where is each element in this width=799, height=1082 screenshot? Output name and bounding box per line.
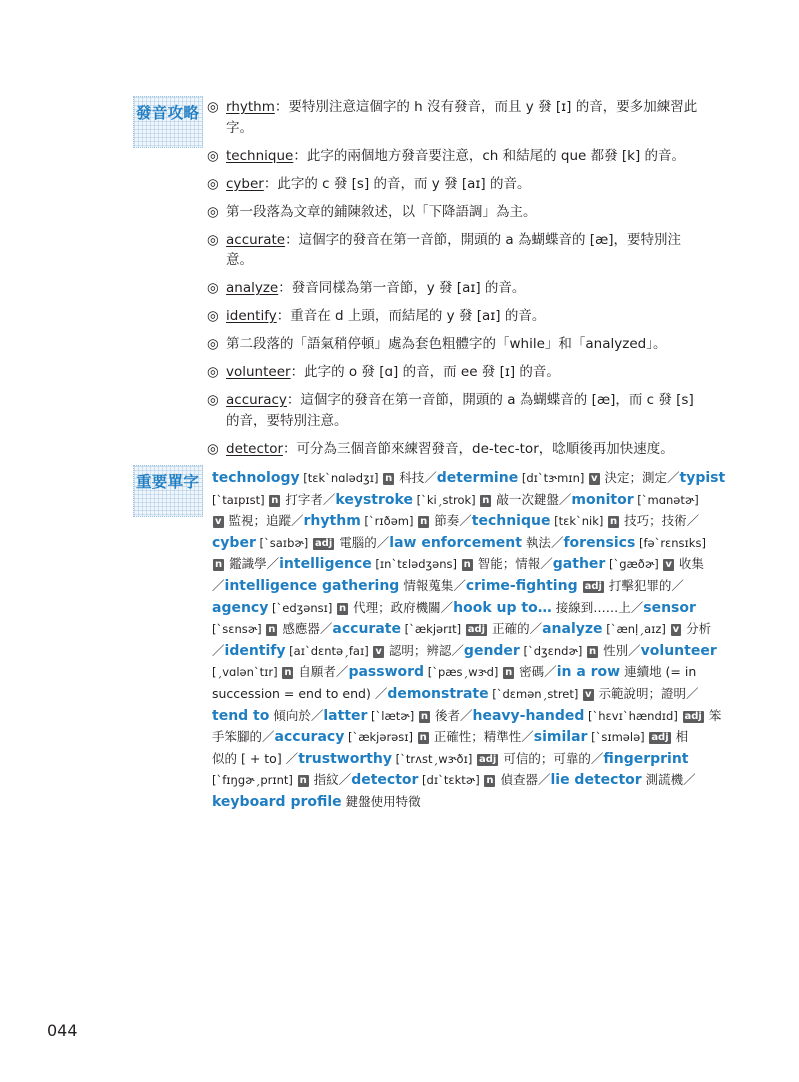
pronunciation-note: ：這個字的發音在第一音節，開頭的 a 為蝴蝶音的 [æ]，要特別注意。 bbox=[226, 231, 682, 268]
vocab-meaning: 正確的 bbox=[488, 621, 530, 637]
pronunciation-note: ：此字的 o 發 [ɑ] 的音，而 ee 發 [ɪ] 的音。 bbox=[290, 364, 560, 380]
vocab-word: crime-fighting bbox=[465, 577, 578, 594]
part-of-speech-tag: adj bbox=[684, 710, 702, 722]
vocab-word: forensics bbox=[563, 534, 636, 551]
vocab-word: rhythm bbox=[303, 513, 361, 530]
pronunciation-term: technique bbox=[226, 147, 294, 164]
vocab-line bbox=[212, 660, 704, 682]
part-of-speech-tag: n bbox=[420, 710, 428, 722]
bullet-circle-icon: ◎ bbox=[207, 231, 219, 248]
vocab-phonetic: [`ækjərəsɪ] bbox=[344, 730, 417, 745]
vocab-word: determine bbox=[436, 470, 519, 486]
vocab-word: volunteer bbox=[640, 642, 717, 659]
vocab-phonetic: [aɪ`dɛntəˏfaɪ] bbox=[285, 643, 373, 658]
vocab-phonetic: [`ænḷˏaɪz] bbox=[602, 622, 670, 637]
vocab-phonetic: [`sɛnsɚ] bbox=[212, 622, 266, 637]
vocab-separator: ／ bbox=[540, 556, 553, 572]
vocab-word: technology bbox=[212, 470, 300, 486]
vocab-separator: ／ bbox=[521, 729, 534, 745]
pronunciation-section-badge bbox=[133, 96, 203, 148]
vocab-phonetic: [`dʒɛndɚ] bbox=[519, 643, 587, 658]
vocabulary-section-badge bbox=[133, 465, 203, 517]
vocab-separator: ／ bbox=[310, 707, 324, 723]
vocab-meaning: 傾向於 bbox=[269, 707, 311, 723]
vocab-separator: ／ bbox=[537, 772, 551, 788]
vocab-meaning: 分析 bbox=[682, 621, 712, 637]
pronunciation-note: 第二段落的「語氣稍停頓」處為套色粗體字的「while」和「analyzed」。 bbox=[226, 336, 667, 352]
part-of-speech-tag: n bbox=[419, 732, 427, 744]
vocab-word: password bbox=[348, 664, 425, 681]
vocab-word: intelligence bbox=[279, 556, 372, 573]
pronunciation-item bbox=[207, 362, 707, 383]
vocab-meaning: 指紋 bbox=[309, 772, 339, 788]
vocab-word: heavy-handed bbox=[472, 707, 585, 724]
pronunciation-term: volunteer bbox=[226, 364, 291, 380]
pronunciation-item bbox=[207, 146, 707, 167]
vocab-phonetic: [`sɪmələ] bbox=[587, 730, 649, 745]
vocab-word: accurate bbox=[332, 621, 401, 638]
vocab-word: in a row bbox=[556, 664, 621, 681]
vocab-separator: ／ bbox=[440, 599, 454, 615]
vocab-phonetic: [ˏvɑlən`tɪr] bbox=[212, 665, 282, 680]
pronunciation-item bbox=[207, 390, 707, 431]
vocab-meaning: 笨 bbox=[704, 707, 722, 723]
part-of-speech-tag: v bbox=[585, 688, 592, 700]
vocab-word: typist bbox=[679, 470, 726, 486]
part-of-speech-tag: n bbox=[385, 473, 393, 484]
vocabulary-block bbox=[212, 466, 726, 812]
vocab-separator: ／ bbox=[590, 750, 604, 766]
vocab-separator: ／ bbox=[291, 513, 304, 529]
part-of-speech-tag: n bbox=[271, 494, 279, 506]
vocab-word: gather bbox=[552, 556, 606, 573]
pronunciation-item bbox=[207, 230, 707, 271]
vocab-meaning: 智能；情報 bbox=[473, 556, 541, 572]
vocab-word: identify bbox=[224, 642, 286, 659]
vocab-word: keyboard profile bbox=[212, 793, 342, 810]
pronunciation-item bbox=[207, 174, 707, 195]
vocab-phonetic: [`trʌstˏwɝðɪ] bbox=[392, 751, 476, 766]
vocab-meaning: 執法 bbox=[521, 534, 551, 550]
part-of-speech-tag: n bbox=[420, 516, 428, 528]
vocab-word: accuracy bbox=[274, 729, 345, 746]
pronunciation-note: 第一段落為文章的鋪陳敘述，以「下降語調」為主。 bbox=[226, 203, 537, 220]
bullet-circle-icon: ◎ bbox=[207, 440, 219, 457]
vocab-line bbox=[212, 574, 704, 596]
vocab-meaning: 打擊犯罪的 bbox=[604, 577, 672, 593]
vocab-meaning: 節奏 bbox=[430, 513, 460, 529]
pronunciation-item bbox=[207, 306, 707, 327]
part-of-speech-tag: n bbox=[610, 516, 618, 528]
pronunciation-item bbox=[207, 439, 707, 460]
vocab-separator: ／ bbox=[322, 491, 336, 507]
vocab-separator: ／ bbox=[459, 513, 472, 529]
vocab-separator: ／ bbox=[374, 685, 388, 701]
vocab-phonetic: [`rɪðəm] bbox=[360, 514, 418, 529]
vocab-separator: ／ bbox=[376, 534, 390, 550]
vocab-meaning: 技巧；技術 bbox=[620, 513, 687, 529]
pronunciation-term: identify bbox=[226, 308, 277, 324]
vocab-separator: ／ bbox=[453, 577, 466, 593]
vocab-meaning: 敲一次鍵盤 bbox=[492, 491, 559, 507]
pronunciation-item bbox=[207, 278, 707, 299]
vocab-meaning: succession = end to end) bbox=[212, 685, 375, 701]
vocab-meaning: 似的 [ + to] bbox=[212, 750, 286, 766]
vocab-phonetic: [`pæsˏwɝd] bbox=[424, 665, 503, 680]
vocab-separator: ／ bbox=[335, 664, 349, 680]
pronunciation-note: ：重音在 d 上頭，而結尾的 y 發 [aɪ] 的音。 bbox=[276, 308, 546, 324]
vocab-meaning: 示範說明；證明 bbox=[594, 685, 687, 701]
vocab-meaning: 測謊機 bbox=[641, 772, 684, 788]
vocab-separator: ／ bbox=[683, 772, 696, 788]
part-of-speech-tag: n bbox=[589, 645, 597, 657]
pronunciation-note: ：此字的兩個地方發音要注意，ch 和結尾的 que 都發 [k] 的音。 bbox=[293, 147, 686, 164]
vocab-line bbox=[212, 552, 704, 574]
vocab-separator: ／ bbox=[262, 729, 275, 745]
bullet-circle-icon: ◎ bbox=[207, 280, 219, 296]
vocab-separator: ／ bbox=[550, 534, 564, 550]
vocab-meaning: 電腦的 bbox=[335, 534, 377, 550]
bullet-circle-icon: ◎ bbox=[207, 99, 219, 115]
vocab-line bbox=[212, 768, 704, 790]
part-of-speech-tag: v bbox=[672, 624, 680, 636]
vocab-meaning: 接線到……上 bbox=[551, 599, 631, 615]
pronunciation-note: ：此字的 c 發 [s] 的音，而 y 發 [aɪ] 的音。 bbox=[263, 175, 531, 192]
part-of-speech-tag: n bbox=[215, 559, 223, 571]
vocab-word: cyber bbox=[212, 534, 256, 551]
vocab-meaning: 自願者 bbox=[294, 664, 336, 680]
vocab-word: lie detector bbox=[550, 772, 642, 789]
vocab-line bbox=[212, 682, 704, 704]
vocab-line bbox=[212, 725, 704, 747]
vocab-meaning: 代理；政府機關 bbox=[349, 599, 441, 615]
part-of-speech-tag: v bbox=[665, 559, 672, 571]
part-of-speech-tag: adj bbox=[651, 732, 669, 744]
vocab-meaning: 科技 bbox=[395, 470, 425, 485]
part-of-speech-tag: n bbox=[339, 602, 347, 614]
vocab-word: detector bbox=[351, 772, 419, 789]
part-of-speech-tag: adj bbox=[584, 580, 602, 592]
vocab-meaning: 決定；測定 bbox=[600, 470, 668, 485]
pronunciation-term: rhythm bbox=[226, 99, 275, 115]
vocab-phonetic: [fə`rɛnsɪks] bbox=[635, 535, 706, 550]
bullet-circle-icon: ◎ bbox=[207, 308, 219, 324]
vocab-word: trustworthy bbox=[298, 750, 393, 767]
pronunciation-note: ：可分為三個音節來練習發音，de-tec-tor，唸順後再加快速度。 bbox=[283, 440, 674, 457]
vocab-line bbox=[212, 466, 726, 488]
bullet-circle-icon: ◎ bbox=[207, 336, 219, 352]
bullet-circle-icon: ◎ bbox=[207, 175, 219, 192]
vocab-separator: ／ bbox=[558, 491, 572, 507]
vocab-meaning: 手笨腳的 bbox=[212, 729, 263, 745]
vocab-line bbox=[212, 704, 722, 726]
vocab-phonetic: [`hɛvɪ`hændɪd] bbox=[584, 708, 682, 723]
part-of-speech-tag: n bbox=[505, 667, 513, 679]
vocab-phonetic: [ɪn`tɛlədʒəns] bbox=[371, 557, 461, 572]
vocab-meaning: 密碼 bbox=[515, 664, 545, 680]
part-of-speech-tag: adj bbox=[467, 624, 486, 636]
vocab-phonetic: [`edʒənsɪ] bbox=[268, 600, 337, 615]
vocab-phonetic: [`ækjərɪt] bbox=[400, 622, 465, 637]
vocab-phonetic: [`dɛmənˏstret] bbox=[488, 686, 583, 701]
pronunciation-item bbox=[207, 334, 707, 355]
vocab-meaning: 正確性；精準性 bbox=[429, 729, 522, 745]
vocab-word: demonstrate bbox=[387, 685, 489, 702]
part-of-speech-tag: v bbox=[591, 473, 598, 484]
vocab-separator: ／ bbox=[686, 685, 699, 701]
vocab-line bbox=[212, 639, 717, 661]
pronunciation-item bbox=[207, 202, 707, 223]
part-of-speech-tag: v bbox=[375, 645, 382, 657]
pronunciation-item bbox=[207, 97, 707, 138]
vocab-meaning: 收集 bbox=[674, 556, 704, 572]
vocab-line bbox=[212, 747, 704, 769]
vocab-separator: ／ bbox=[671, 577, 684, 593]
bullet-circle-icon: ◎ bbox=[207, 147, 219, 164]
vocab-word: technique bbox=[471, 513, 551, 530]
part-of-speech-tag: adj bbox=[314, 537, 333, 549]
vocab-word: tend to bbox=[212, 707, 270, 724]
vocab-meaning: 可信的；可靠的 bbox=[499, 750, 591, 766]
vocab-word: keystroke bbox=[335, 491, 413, 508]
vocab-separator: ／ bbox=[338, 772, 352, 788]
vocab-phonetic: [tɛk`nɑlədʒɪ] bbox=[299, 471, 383, 485]
vocab-meaning: 性別 bbox=[599, 642, 629, 658]
vocab-separator: ／ bbox=[686, 513, 700, 529]
vocab-word: law enforcement bbox=[389, 534, 522, 551]
vocab-word: analyze bbox=[542, 621, 603, 638]
vocab-phonetic: [`gæðɚ] bbox=[605, 557, 663, 572]
part-of-speech-tag: n bbox=[284, 667, 292, 679]
vocab-line bbox=[212, 531, 704, 553]
vocab-phonetic: [dɪ`tɝmɪn] bbox=[518, 471, 589, 485]
vocab-word: fingerprint bbox=[603, 750, 689, 767]
vocab-meaning bbox=[578, 578, 582, 593]
vocab-separator: ／ bbox=[212, 577, 225, 593]
part-of-speech-tag: v bbox=[215, 516, 222, 528]
vocab-meaning: 感應器 bbox=[278, 621, 320, 637]
vocab-word: monitor bbox=[571, 491, 634, 508]
part-of-speech-tag: n bbox=[299, 775, 307, 787]
vocabulary-section-label: 重要單字 bbox=[136, 473, 200, 491]
vocab-phonetic: [dɪ`tɛktɚ] bbox=[418, 773, 484, 788]
part-of-speech-tag: n bbox=[268, 624, 276, 636]
vocab-separator: ／ bbox=[667, 470, 680, 485]
part-of-speech-tag: adj bbox=[479, 753, 497, 765]
vocab-phonetic: [`taɪpɪst] bbox=[212, 492, 269, 507]
bullet-circle-icon: ◎ bbox=[207, 364, 219, 380]
vocab-separator: ／ bbox=[319, 621, 333, 637]
pronunciation-note: ：發音同樣為第一音節，y 發 [aɪ] 的音。 bbox=[278, 280, 526, 296]
vocab-word: gender bbox=[463, 642, 520, 659]
vocab-phonetic: [`saɪbɚ] bbox=[255, 535, 312, 550]
vocab-meaning: 偵查器 bbox=[496, 772, 538, 788]
vocab-line bbox=[212, 790, 704, 812]
pronunciation-term: accurate bbox=[226, 231, 286, 248]
vocab-separator: ／ bbox=[266, 556, 280, 572]
vocab-separator: ／ bbox=[424, 470, 437, 485]
vocab-separator: ／ bbox=[212, 642, 225, 658]
pronunciation-term: accuracy bbox=[226, 392, 287, 408]
vocab-separator: ／ bbox=[459, 707, 473, 723]
vocab-meaning: 認明；辨認 bbox=[384, 642, 452, 658]
vocab-separator: ／ bbox=[529, 621, 543, 637]
vocab-word: hook up to… bbox=[453, 599, 552, 616]
part-of-speech-tag: n bbox=[482, 494, 490, 506]
vocab-phonetic: [`fɪŋgɚˏprɪnt] bbox=[212, 773, 297, 788]
vocab-phonetic: [`kiˏstrok] bbox=[412, 492, 480, 507]
part-of-speech-tag: n bbox=[463, 559, 471, 571]
vocab-phonetic: [tɛk`nik] bbox=[550, 514, 608, 529]
pronunciation-note: ：要特別注意這個字的 h 沒有發音，而且 y 發 [ɪ] 的音，要多加練習此字。 bbox=[226, 99, 698, 136]
pronunciation-term: cyber bbox=[226, 175, 264, 192]
vocab-meaning: 監視；追蹤 bbox=[224, 513, 292, 529]
vocab-phonetic: [`lætɚ] bbox=[367, 708, 418, 723]
vocab-separator: ／ bbox=[544, 664, 557, 680]
pronunciation-note: ：這個字的發音在第一音節，開頭的 a 為蝴蝶音的 [æ]，而 c 發 [s] 的音，要特別注意。 bbox=[226, 392, 694, 429]
vocab-word: latter bbox=[323, 707, 368, 724]
vocab-separator: ／ bbox=[285, 750, 299, 766]
vocab-line bbox=[212, 488, 704, 510]
vocab-meaning: 情報蒐集 bbox=[399, 577, 454, 593]
part-of-speech-tag: n bbox=[486, 775, 494, 787]
pronunciation-term: detector bbox=[226, 440, 283, 457]
vocab-meaning: 打字者 bbox=[281, 491, 323, 507]
vocab-meaning: 連續地 (= in bbox=[620, 664, 697, 680]
vocab-word: sensor bbox=[643, 599, 696, 616]
bullet-circle-icon: ◎ bbox=[207, 392, 219, 408]
vocab-meaning: 後者 bbox=[430, 707, 460, 723]
vocab-word: intelligence gathering bbox=[224, 577, 400, 594]
page-number: 044 bbox=[47, 1021, 78, 1040]
vocab-separator: ／ bbox=[630, 599, 644, 615]
vocab-line bbox=[212, 617, 712, 639]
vocab-line bbox=[212, 509, 704, 531]
vocab-phonetic: [`mɑnətɚ] bbox=[633, 492, 699, 507]
pronunciation-term: analyze bbox=[226, 280, 279, 296]
vocab-line bbox=[212, 596, 704, 618]
pronunciation-section-label: 發音攻略 bbox=[136, 104, 200, 122]
vocab-separator: ／ bbox=[451, 642, 464, 658]
bullet-circle-icon: ◎ bbox=[207, 203, 219, 220]
vocab-meaning: 鑑識學 bbox=[225, 556, 267, 572]
vocab-meaning: 相 bbox=[671, 729, 689, 745]
vocab-separator: ／ bbox=[628, 642, 641, 658]
vocab-word: similar bbox=[533, 729, 588, 746]
vocab-word: agency bbox=[212, 599, 269, 616]
vocab-meaning: 鍵盤使用特徵 bbox=[341, 793, 421, 809]
pronunciation-list bbox=[207, 97, 707, 467]
